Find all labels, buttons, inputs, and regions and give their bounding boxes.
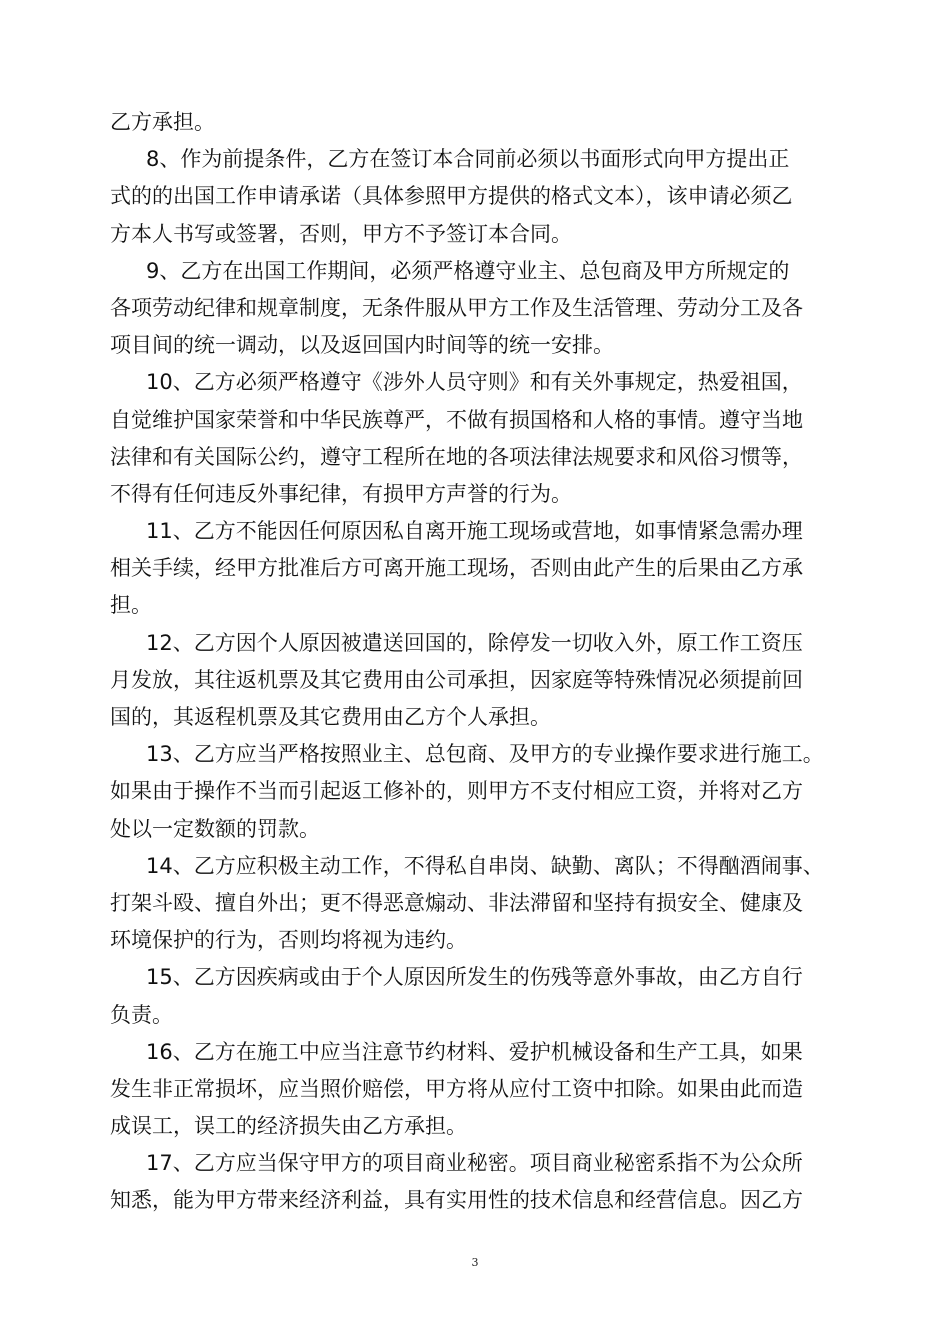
paragraph — [110, 253, 850, 365]
text-line: 12、乙方因个人原因被遣送回国的，除停发一切收入外，原工作工资压 — [146, 630, 803, 655]
text-line: 法律和有关国际公约，遵守工程所在地的各项法律法规要求和风俗习惯等， — [110, 444, 803, 469]
paragraph — [110, 736, 850, 848]
paragraph — [110, 625, 850, 737]
text-line: 知悉，能为甲方带来经济利益，具有实用性的技术信息和经营信息。因乙方 — [110, 1188, 803, 1213]
text-line: 不得有任何违反外事纪律，有损甲方声誉的行为。 — [110, 481, 572, 506]
text-line: 14、乙方应积极主动工作，不得私自串岗、缺勤、离队；不得酗酒闹事、 — [146, 853, 824, 878]
body-text — [110, 104, 850, 1220]
text-line: 自觉维护国家荣誉和中华民族尊严，不做有损国格和人格的事情。遵守当地 — [110, 407, 803, 432]
text-line: 担。 — [110, 593, 152, 618]
text-line: 国的，其返程机票及其它费用由乙方个人承担。 — [110, 705, 551, 729]
text-line: 15、乙方因疾病或由于个人原因所发生的伤残等意外事故，由乙方自行 — [146, 965, 803, 990]
paragraph — [110, 513, 850, 625]
text-line: 项目间的统一调动，以及返回国内时间等的统一安排。 — [110, 333, 614, 358]
text-line: 16、乙方在施工中应当注意节约材料、爱护机械设备和生产工具，如果 — [146, 1039, 803, 1064]
text-line: 13、乙方应当严格按照业主、总包商、及甲方的专业操作要求进行施工。 — [146, 742, 824, 767]
text-line: 各项劳动纪律和规章制度，无条件服从甲方工作及生活管理、劳动分工及各 — [110, 295, 803, 320]
text-line: 8、作为前提条件，乙方在签订本合同前必须以书面形式向甲方提出正 — [146, 147, 790, 172]
paragraph — [110, 1145, 850, 1219]
text-line: 相关手续，经甲方批准后方可离开施工现场，否则由此产生的后果由乙方承 — [110, 556, 803, 581]
paragraph — [110, 959, 850, 1033]
text-line: 式的的出国工作申请承诺（具体参照甲方提供的格式文本），该申请必须乙 — [110, 184, 793, 209]
text-line: 成误工，误工的经济损失由乙方承担。 — [110, 1114, 467, 1139]
text-line: 9、乙方在出国工作期间，必须严格遵守业主、总包商及甲方所规定的 — [146, 258, 790, 283]
paragraph — [110, 848, 850, 960]
text-line: 打架斗殴、擅自外出；更不得恶意煽动、非法滞留和坚持有损安全、健康及 — [110, 890, 803, 915]
text-line: 如果由于操作不当而引起返工修补的，则甲方不支付相应工资，并将对乙方 — [110, 779, 803, 804]
text-line: 11、乙方不能因任何原因私自离开施工现场或营地，如事情紧急需办理 — [146, 519, 803, 544]
text-line: 负责。 — [110, 1002, 173, 1027]
paragraph — [110, 141, 850, 253]
text-line: 月发放，其往返机票及其它费用由公司承担，因家庭等特殊情况必须提前回 — [110, 667, 803, 692]
paragraph — [110, 364, 850, 513]
page-number: 3 — [471, 1256, 479, 1269]
text-line: 环境保护的行为，否则均将视为违约。 — [110, 928, 467, 953]
paragraph — [110, 104, 850, 141]
text-line: 乙方承担。 — [110, 110, 215, 134]
text-line: 处以一定数额的罚款。 — [110, 816, 320, 841]
text-line: 发生非正常损坏，应当照价赔偿，甲方将从应付工资中扣除。如果由此而造 — [110, 1076, 803, 1101]
text-line: 10、乙方必须严格遵守《涉外人员守则》和有关外事规定，热爱祖国， — [146, 370, 803, 395]
paragraph — [110, 1034, 850, 1146]
text-line: 17、乙方应当保守甲方的项目商业秘密。项目商业秘密系指不为公众所 — [146, 1151, 803, 1176]
text-line: 方本人书写或签署，否则，甲方不予签订本合同。 — [110, 221, 572, 246]
